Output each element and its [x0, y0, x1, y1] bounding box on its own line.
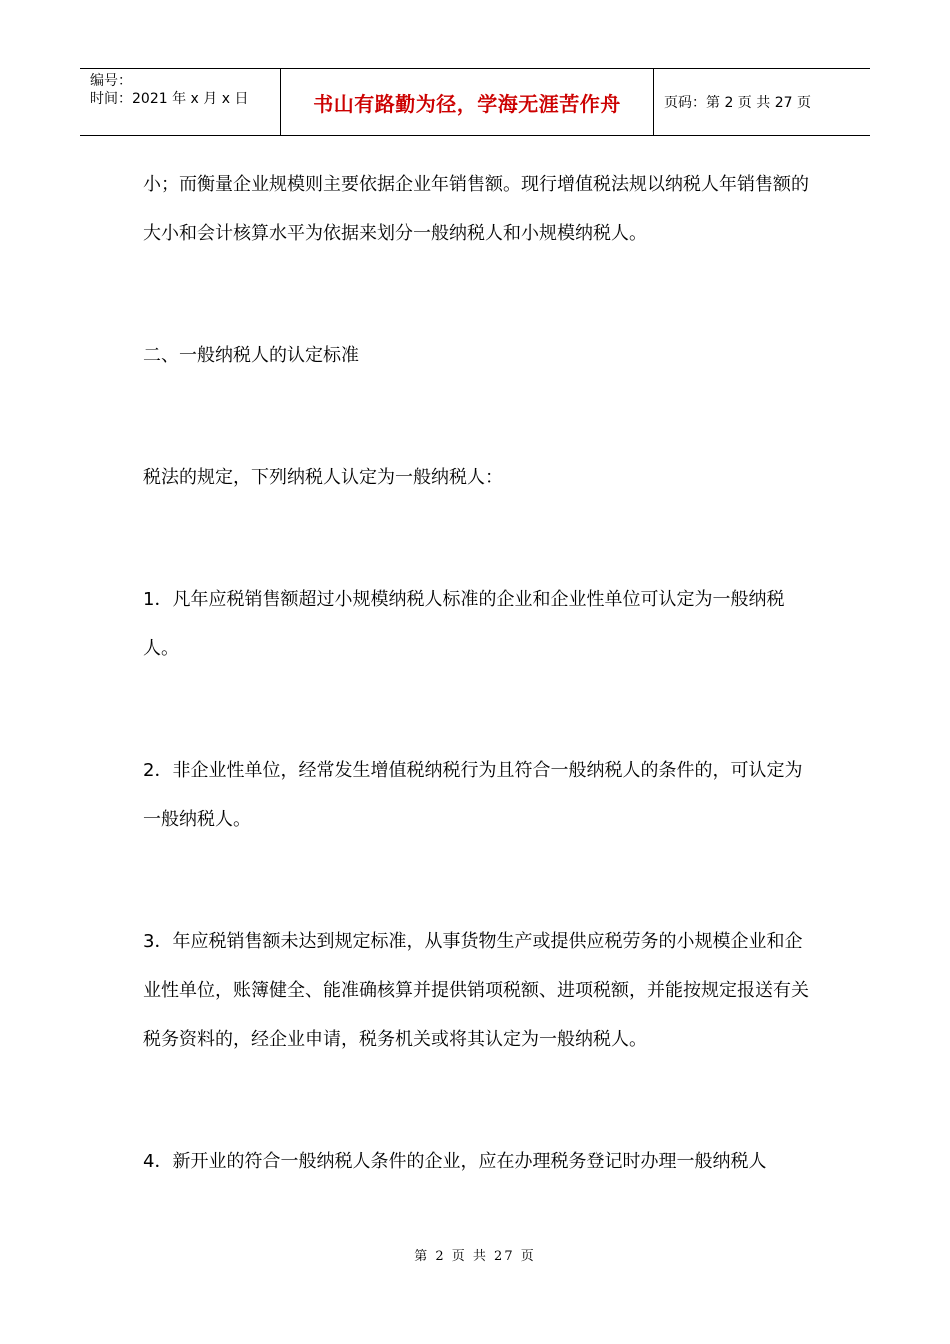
list-item-3: 3．年应税销售额未达到规定标准，从事货物生产或提供应税劳务的小规模企业和企业性单位，账簿健全、能准确核算并提供销项税额、进项税额，并能按规定报送有关税务资料的，经企业申请，税务机关或将其认定为一般纳税人。 [143, 931, 809, 1050]
paragraph-intro: 税法的规定，下列纳税人认定为一般纳税人： [143, 467, 503, 488]
header-meta [80, 69, 281, 135]
page-footer: 第 2 页 共 27 页 [414, 1249, 536, 1264]
section-heading: 二、一般纳税人的认定标准 [143, 345, 359, 366]
list-item-1: 1．凡年应税销售额超过小规模纳税人标准的企业和企业性单位可认定为一般纳税人。 [143, 589, 785, 659]
document-body [143, 160, 813, 1186]
number-label: 编号： [90, 73, 132, 89]
document-header [80, 68, 870, 136]
paragraph-continuation: 小；而衡量企业规模则主要依据企业年销售额。现行增值税法规以纳税人年销售额的大小和会计核算水平为依据来划分一般纳税人和小规模纳税人。 [143, 174, 809, 244]
header-motto: 书山有路勤为径，学海无涯苦作舟 [281, 69, 654, 135]
list-item-4: 4．新开业的符合一般纳税人条件的企业，应在办理税务登记时办理一般纳税人 [143, 1151, 767, 1172]
header-page-info: 页码：第 2 页 共 27 页 [664, 95, 811, 111]
list-item-2: 2．非企业性单位，经常发生增值税纳税行为且符合一般纳税人的条件的，可认定为一般纳税人。 [143, 760, 803, 830]
time-label: 时间：2021 年 x 月 x 日 [90, 91, 249, 107]
